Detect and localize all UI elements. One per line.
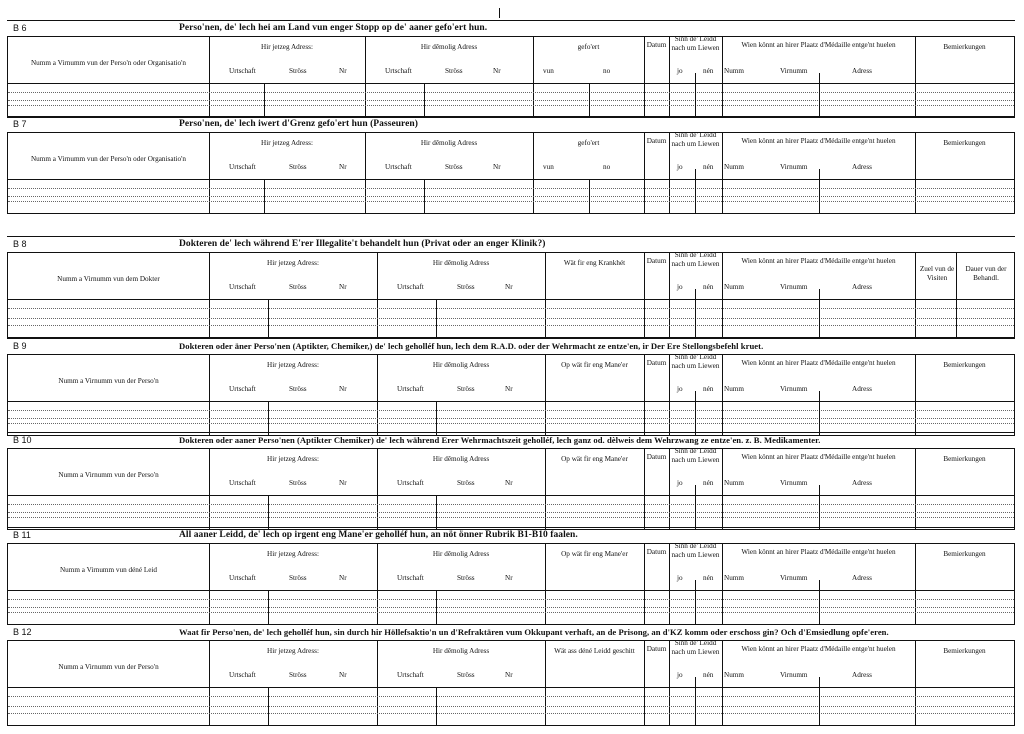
subheader-jo: jo bbox=[677, 67, 683, 75]
subheader-nen: nén bbox=[703, 385, 714, 393]
section-table bbox=[7, 543, 1015, 625]
section-code: B 7 bbox=[13, 119, 27, 129]
entry-line bbox=[8, 517, 1014, 518]
subheader-stross: Ströss bbox=[289, 67, 307, 75]
subheader-stross: Ströss bbox=[457, 479, 475, 487]
section-table bbox=[7, 132, 1015, 214]
subheader-nen: nén bbox=[703, 163, 714, 171]
entry-line bbox=[8, 696, 1014, 697]
entry-line bbox=[8, 318, 1014, 319]
subheader-urtschaft: Urtschaft bbox=[229, 574, 256, 582]
subheader-urtschaft: Urtschaft bbox=[229, 283, 256, 291]
extra-column-header: Op wät fir eng Mane'er bbox=[561, 361, 628, 369]
subheader-nr: Nr bbox=[505, 671, 513, 679]
section-code: B 11 bbox=[13, 530, 31, 540]
section-b7 bbox=[7, 116, 1015, 214]
section-table bbox=[7, 354, 1015, 436]
column-rule bbox=[695, 169, 696, 213]
old-address-header: Hir dêmolig Adress bbox=[432, 361, 490, 369]
subheader-stross: Ströss bbox=[457, 385, 475, 393]
column-rule bbox=[819, 677, 820, 725]
section-b11 bbox=[7, 527, 1015, 625]
subheader-adress: Adress bbox=[852, 479, 872, 487]
subheader-nr: Nr bbox=[339, 385, 347, 393]
section-b10 bbox=[7, 432, 1015, 530]
subheader-virnumm: Virnumm bbox=[780, 671, 808, 679]
entry-line bbox=[8, 410, 1014, 411]
subheader-nen: nén bbox=[703, 283, 714, 291]
current-address-header: Hir jetzeg Adress: bbox=[267, 455, 319, 463]
subheader-stross: Ströss bbox=[289, 671, 307, 679]
subheader-stross: Ströss bbox=[457, 671, 475, 679]
column-rule bbox=[436, 299, 437, 337]
column-rule bbox=[268, 495, 269, 529]
column-rule bbox=[819, 73, 820, 117]
column-rule bbox=[589, 179, 590, 213]
date-column-header: Datum bbox=[646, 137, 667, 145]
row-rule bbox=[8, 687, 1014, 688]
subheader-adress: Adress bbox=[852, 67, 872, 75]
section-title: Perso'nen, de' lech iwert d'Grenz gefo'ert hun (Passeuren) bbox=[179, 119, 418, 129]
subheader-vun: vun bbox=[543, 67, 554, 75]
section-title-row bbox=[7, 624, 1015, 640]
subheader-stross: Ströss bbox=[289, 283, 307, 291]
name-column-header: Numm a Virnumm vun dem Dokter bbox=[57, 275, 160, 283]
name-column-header: Numm a Virnumm vun der Perso'n bbox=[58, 471, 159, 479]
current-address-header: Hir jetzeg Adress: bbox=[261, 139, 313, 147]
medal-column-header: Wien könnt an hirer Plaatz d'Médaille entge'nt huelen bbox=[741, 548, 896, 556]
subheader-urtschaft: Urtschaft bbox=[397, 385, 424, 393]
remarks-column-header: Bemierkungen bbox=[943, 361, 986, 369]
date-column-header: Datum bbox=[646, 453, 667, 461]
section-code: B 10 bbox=[13, 435, 32, 445]
section-title: Dokteren oder aaner Perso'nen (Aptikter Chemiker) de' lech während Erer Wehrmachtszeit geholléf, lech ganz od. dèlweis dem Wehrzwang ze entze'en. z. B. Medikamenter. bbox=[179, 435, 821, 445]
treatment-duration-header: Dauer vun der Behandl. bbox=[965, 265, 1007, 282]
subheader-urtschaft: Urtschaft bbox=[229, 163, 256, 171]
subheader-nr: Nr bbox=[505, 479, 513, 487]
row-rule bbox=[8, 495, 1014, 496]
subheader-jo: jo bbox=[677, 479, 683, 487]
remarks-column-header: Bemierkungen bbox=[943, 455, 986, 463]
subheader-nen: nén bbox=[703, 479, 714, 487]
medal-column-header: Wien könnt an hirer Plaatz d'Médaille entge'nt huelen bbox=[741, 359, 896, 367]
subheader-stross: Ströss bbox=[457, 283, 475, 291]
alive-column-header: Sinn de' Leidd nach um Liewen bbox=[671, 35, 720, 52]
date-column-header: Datum bbox=[646, 257, 667, 265]
subheader-urtschaft: Urtschaft bbox=[229, 479, 256, 487]
subheader-stross: Ströss bbox=[445, 67, 463, 75]
subheader-nr: Nr bbox=[339, 283, 347, 291]
date-column-header: Datum bbox=[646, 645, 667, 653]
entry-line bbox=[8, 706, 1014, 707]
subheader-stross: Ströss bbox=[289, 163, 307, 171]
extra-column-header: gefo'ert bbox=[577, 139, 600, 147]
column-rule bbox=[268, 590, 269, 624]
subheader-no: no bbox=[603, 67, 611, 75]
column-rule bbox=[819, 580, 820, 624]
old-address-header: Hir dêmolig Adress bbox=[420, 139, 478, 147]
subheader-numm: Numm bbox=[724, 67, 744, 75]
entry-line bbox=[8, 713, 1014, 714]
medal-column-header: Wien könnt an hirer Plaatz d'Médaille entge'nt huelen bbox=[741, 453, 896, 461]
alive-column-header: Sinn de' Leidd nach um Liewen bbox=[671, 353, 720, 370]
entry-line bbox=[8, 612, 1014, 613]
subheader-urtschaft: Urtschaft bbox=[397, 283, 424, 291]
entry-line bbox=[8, 607, 1014, 608]
medal-column-header: Wien könnt an hirer Plaatz d'Médaille entge'nt huelen bbox=[741, 257, 896, 265]
remarks-column-header: Bemierkungen bbox=[943, 550, 986, 558]
subheader-adress: Adress bbox=[852, 574, 872, 582]
subheader-numm: Numm bbox=[724, 479, 744, 487]
name-column-header: Numm a Virnumm vun der Perso'n oder Organisatio'n bbox=[30, 155, 186, 163]
subheader-virnumm: Virnumm bbox=[780, 574, 808, 582]
entry-line bbox=[8, 325, 1014, 326]
subheader-jo: jo bbox=[677, 671, 683, 679]
column-rule bbox=[268, 401, 269, 435]
subheader-nen: nén bbox=[703, 574, 714, 582]
column-rule bbox=[819, 289, 820, 337]
subheader-jo: jo bbox=[677, 163, 683, 171]
remarks-column-header: Bemierkungen bbox=[943, 43, 986, 51]
old-address-header: Hir dêmolig Adress bbox=[420, 43, 478, 51]
subheader-stross: Ströss bbox=[289, 385, 307, 393]
subheader-nr: Nr bbox=[505, 574, 513, 582]
section-code: B 12 bbox=[13, 627, 32, 637]
section-title: All aaner Leidd, de' lech op irgent eng Mane'er geholléf hun, an nöt önner Rubrik B1-B10 faalen. bbox=[179, 530, 578, 540]
subheader-numm: Numm bbox=[724, 385, 744, 393]
entry-line bbox=[8, 423, 1014, 424]
column-rule bbox=[695, 485, 696, 529]
subheader-numm: Numm bbox=[724, 163, 744, 171]
subheader-no: no bbox=[603, 163, 611, 171]
row-rule bbox=[8, 83, 1014, 84]
subheader-nr: Nr bbox=[339, 671, 347, 679]
subheader-virnumm: Virnumm bbox=[780, 283, 808, 291]
column-rule bbox=[268, 687, 269, 725]
subheader-stross: Ströss bbox=[457, 574, 475, 582]
section-table bbox=[7, 448, 1015, 530]
section-title-row bbox=[7, 116, 1015, 132]
alive-column-header: Sinn de' Leidd nach um Liewen bbox=[671, 131, 720, 148]
date-column-header: Datum bbox=[646, 359, 667, 367]
subheader-nr: Nr bbox=[339, 574, 347, 582]
section-title: Dokteren de' lech während E'rer Illegalite't behandelt hun (Privat oder an enger Klinik?) bbox=[179, 239, 546, 249]
name-column-header: Numm a Virnumm vun der Perso'n bbox=[58, 377, 159, 385]
subheader-jo: jo bbox=[677, 385, 683, 393]
section-b8 bbox=[7, 236, 1015, 338]
entry-line bbox=[8, 196, 1014, 197]
date-column-header: Datum bbox=[646, 548, 667, 556]
subheader-jo: jo bbox=[677, 574, 683, 582]
subheader-numm: Numm bbox=[724, 283, 744, 291]
column-rule bbox=[695, 73, 696, 117]
old-address-header: Hir dêmolig Adress bbox=[432, 455, 490, 463]
entry-line bbox=[8, 504, 1014, 505]
subheader-nr: Nr bbox=[493, 67, 501, 75]
column-rule bbox=[695, 289, 696, 337]
remarks-column-header: Bemierkungen bbox=[943, 647, 986, 655]
extra-column-header: Wät ass déné Leidd geschitt bbox=[554, 647, 635, 655]
column-rule bbox=[436, 590, 437, 624]
entry-line bbox=[8, 100, 1014, 101]
subheader-urtschaft: Urtschaft bbox=[385, 163, 412, 171]
subheader-adress: Adress bbox=[852, 671, 872, 679]
current-address-header: Hir jetzeg Adress: bbox=[267, 647, 319, 655]
column-rule bbox=[268, 299, 269, 337]
subheader-virnumm: Virnumm bbox=[780, 67, 808, 75]
section-code: B 9 bbox=[13, 341, 27, 351]
row-rule bbox=[8, 590, 1014, 591]
entry-line bbox=[8, 308, 1014, 309]
name-column-header: Numm a Virnumm vun déné Leid bbox=[59, 566, 158, 574]
subheader-adress: Adress bbox=[852, 385, 872, 393]
subheader-stross: Ströss bbox=[289, 479, 307, 487]
alive-column-header: Sinn de' Leidd nach um Liewen bbox=[671, 542, 720, 559]
section-b9 bbox=[7, 338, 1015, 436]
column-rule bbox=[424, 83, 425, 117]
old-address-header: Hir dêmolig Adress bbox=[432, 259, 490, 267]
visits-column-header: Zuel vun de Visiten bbox=[919, 265, 955, 282]
old-address-header: Hir dêmolig Adress bbox=[432, 647, 490, 655]
current-address-header: Hir jetzeg Adress: bbox=[267, 361, 319, 369]
column-rule bbox=[695, 580, 696, 624]
subheader-numm: Numm bbox=[724, 574, 744, 582]
row-rule bbox=[8, 179, 1014, 180]
name-column-header: Numm a Virnumm vun der Perso'n bbox=[58, 663, 159, 671]
subheader-nr: Nr bbox=[339, 67, 347, 75]
subheader-adress: Adress bbox=[852, 163, 872, 171]
column-rule bbox=[819, 391, 820, 435]
section-b6 bbox=[7, 20, 1015, 118]
current-address-header: Hir jetzeg Adress: bbox=[267, 550, 319, 558]
extra-column-header: gefo'ert bbox=[577, 43, 600, 51]
subheader-nen: nén bbox=[703, 671, 714, 679]
subheader-virnumm: Virnumm bbox=[780, 385, 808, 393]
subheader-urtschaft: Urtschaft bbox=[229, 385, 256, 393]
page-marker bbox=[499, 8, 500, 18]
subheader-virnumm: Virnumm bbox=[780, 163, 808, 171]
current-address-header: Hir jetzeg Adress: bbox=[267, 259, 319, 267]
column-rule bbox=[695, 391, 696, 435]
alive-column-header: Sinn de' Leidd nach um Liewen bbox=[671, 447, 720, 464]
alive-column-header: Sinn de' Leidd nach um Liewen bbox=[671, 251, 720, 268]
subheader-jo: jo bbox=[677, 283, 683, 291]
column-rule bbox=[589, 83, 590, 117]
extra-column-header: Op wät fir eng Mane'er bbox=[561, 550, 628, 558]
subheader-stross: Ströss bbox=[445, 163, 463, 171]
subheader-numm: Numm bbox=[724, 671, 744, 679]
entry-line bbox=[8, 201, 1014, 202]
section-title: Perso'nen, de' lech hei am Land vun enger Stopp op de' aaner gefo'ert hun. bbox=[179, 23, 488, 33]
name-column-header: Numm a Virnumm vun der Perso'n oder Organisatio'n bbox=[30, 59, 186, 67]
section-title-row bbox=[7, 527, 1015, 543]
section-table bbox=[7, 252, 1015, 338]
subheader-urtschaft: Urtschaft bbox=[229, 671, 256, 679]
extra-column-header: Op wät fir eng Mane'er bbox=[561, 455, 628, 463]
column-rule bbox=[436, 401, 437, 435]
entry-line bbox=[8, 512, 1014, 513]
medal-column-header: Wien könnt an hirer Plaatz d'Médaille entge'nt huelen bbox=[741, 41, 896, 49]
column-rule bbox=[819, 485, 820, 529]
subheader-urtschaft: Urtschaft bbox=[229, 67, 256, 75]
subheader-nr: Nr bbox=[505, 283, 513, 291]
column-rule bbox=[819, 169, 820, 213]
section-code: B 6 bbox=[13, 23, 27, 33]
section-title-row bbox=[7, 338, 1015, 354]
subheader-nr: Nr bbox=[493, 163, 501, 171]
subheader-urtschaft: Urtschaft bbox=[397, 671, 424, 679]
column-rule bbox=[436, 687, 437, 725]
section-title: Waat fir Perso'nen, de' lech geholléf hun, sin durch hir Höllefsaktio'n un d'Refraktären vum Okkupant verhaft, an de Prisong, an d'KZ komm oder erschoss gin? Och d'Emsiedlung opfe'eren. bbox=[179, 627, 889, 637]
column-rule bbox=[264, 83, 265, 117]
column-rule bbox=[264, 179, 265, 213]
subheader-virnumm: Virnumm bbox=[780, 479, 808, 487]
alive-column-header: Sinn de' Leidd nach um Liewen bbox=[671, 639, 720, 656]
remarks-column-header: Bemierkungen bbox=[943, 139, 986, 147]
section-title: Dokteren oder äner Perso'nen (Aptikter, Chemiker,) de' lech geholléf hun, lech dem R.A.D. oder der Wehrmacht ze entze'en, ir Der Ere Stellongsbefehl kruet. bbox=[179, 341, 764, 351]
column-rule bbox=[436, 495, 437, 529]
entry-line bbox=[8, 418, 1014, 419]
entry-line bbox=[8, 188, 1014, 189]
extra-column-header: Wät fir eng Krankhét bbox=[563, 259, 626, 267]
row-rule bbox=[8, 401, 1014, 402]
section-title-row bbox=[7, 236, 1015, 252]
subheader-urtschaft: Urtschaft bbox=[385, 67, 412, 75]
subheader-urtschaft: Urtschaft bbox=[397, 574, 424, 582]
entry-line bbox=[8, 92, 1014, 93]
section-code: B 8 bbox=[13, 239, 27, 249]
row-rule bbox=[8, 299, 1014, 300]
entry-line bbox=[8, 599, 1014, 600]
subheader-nr: Nr bbox=[505, 385, 513, 393]
entry-line bbox=[8, 105, 1014, 106]
subheader-nr: Nr bbox=[339, 479, 347, 487]
subheader-nen: nén bbox=[703, 67, 714, 75]
subheader-vun: vun bbox=[543, 163, 554, 171]
date-column-header: Datum bbox=[646, 41, 667, 49]
section-b12 bbox=[7, 624, 1015, 726]
section-title-row bbox=[7, 432, 1015, 448]
section-table bbox=[7, 640, 1015, 726]
current-address-header: Hir jetzeg Adress: bbox=[261, 43, 313, 51]
subheader-nr: Nr bbox=[339, 163, 347, 171]
old-address-header: Hir dêmolig Adress bbox=[432, 550, 490, 558]
section-title-row bbox=[7, 20, 1015, 36]
subheader-stross: Ströss bbox=[289, 574, 307, 582]
medal-column-header: Wien könnt an hirer Plaatz d'Médaille entge'nt huelen bbox=[741, 137, 896, 145]
section-table bbox=[7, 36, 1015, 118]
subheader-urtschaft: Urtschaft bbox=[397, 479, 424, 487]
subheader-adress: Adress bbox=[852, 283, 872, 291]
column-rule bbox=[424, 179, 425, 213]
medal-column-header: Wien könnt an hirer Plaatz d'Médaille entge'nt huelen bbox=[741, 645, 896, 653]
column-rule bbox=[695, 677, 696, 725]
